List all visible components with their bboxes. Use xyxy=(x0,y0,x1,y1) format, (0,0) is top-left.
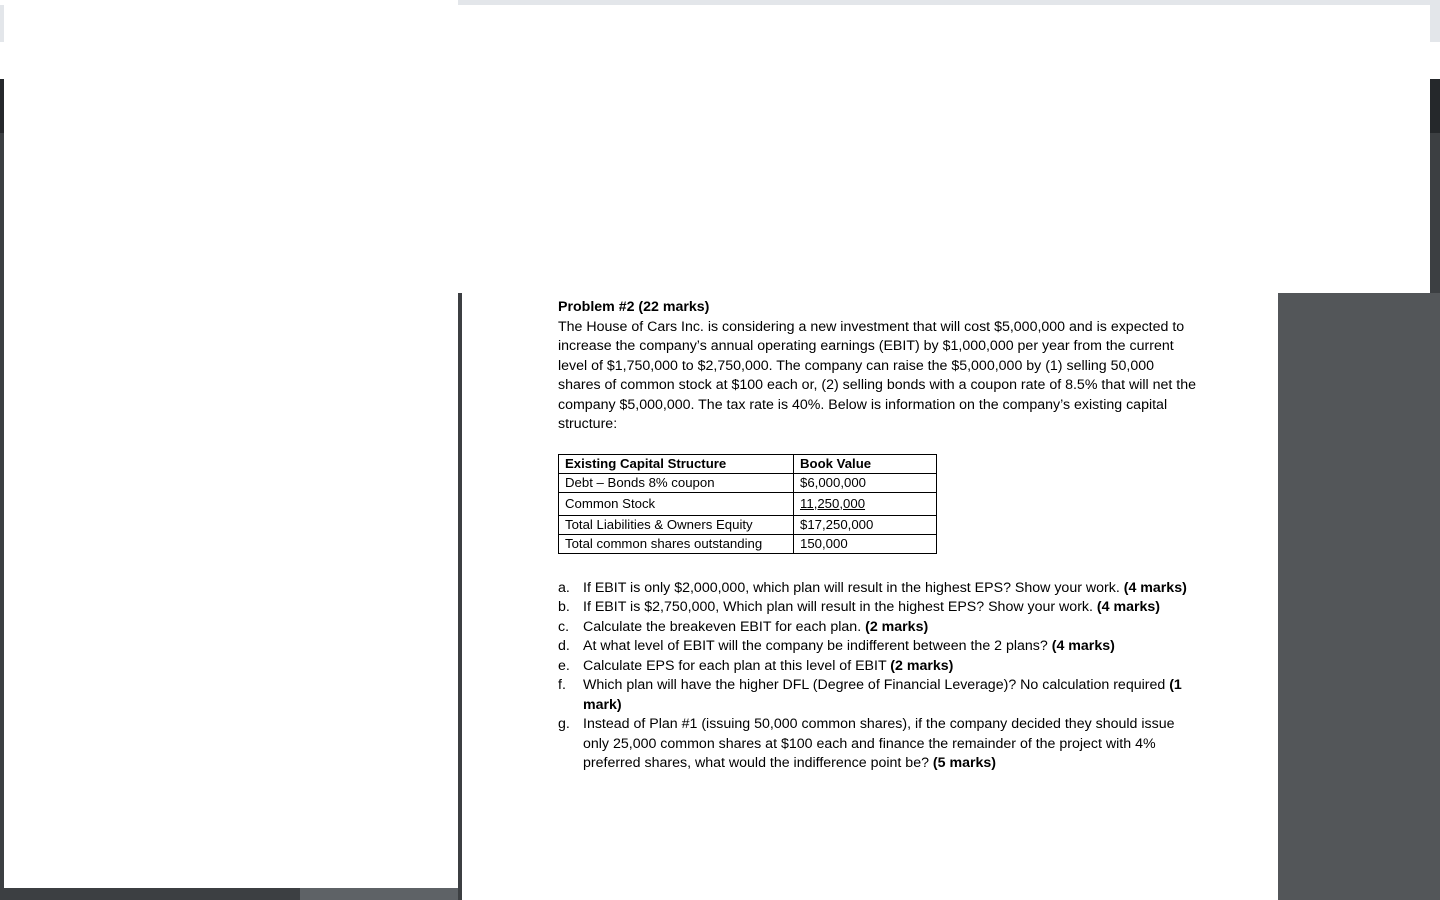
bottom-bar-mid xyxy=(300,888,460,900)
question-text: Calculate EPS for each plan at this level of EBIT xyxy=(583,657,891,674)
question-letter: g. xyxy=(558,716,570,732)
question-letter: a. xyxy=(558,579,570,596)
table-cell-value: $17,250,000 xyxy=(794,515,937,534)
question-list xyxy=(558,579,1198,774)
table-cell-value: $6,000,000 xyxy=(794,473,937,492)
table-row xyxy=(559,515,937,534)
question-marks: (4 marks) xyxy=(1096,599,1160,615)
question-item-c xyxy=(558,618,1198,638)
question-marks: (4 marks) xyxy=(1051,638,1115,654)
table-row xyxy=(559,534,937,553)
question-item-f xyxy=(558,676,1198,715)
question-letter: c. xyxy=(558,618,570,635)
table-header-row xyxy=(559,454,937,473)
window-top-strip-left xyxy=(0,0,458,5)
left-edge-light xyxy=(0,5,4,42)
left-dark-edge xyxy=(0,79,4,889)
question-letter: d. xyxy=(558,638,570,654)
question-text: Calculate the breakeven EBIT for each plan. xyxy=(583,618,866,635)
document-page xyxy=(558,298,1198,774)
bottom-bar-left xyxy=(0,888,300,900)
question-item-a xyxy=(558,579,1198,599)
question-item-b xyxy=(558,598,1198,618)
table-row xyxy=(559,473,937,492)
problem-title: Problem #2 (22 marks) xyxy=(558,299,710,315)
question-item-g xyxy=(558,715,1198,774)
question-text: If EBIT is $2,750,000, Which plan will result in the highest EPS? Show your work. xyxy=(583,599,1097,615)
table-header-structure: Existing Capital Structure xyxy=(559,454,794,473)
right-dark-edge xyxy=(1430,79,1440,293)
table-cell-item: Debt – Bonds 8% coupon xyxy=(559,473,794,492)
table-cell-item: Total Liabilities & Owners Equity xyxy=(559,515,794,534)
question-item-d xyxy=(558,637,1198,657)
question-marks: (4 marks) xyxy=(1123,579,1187,596)
table-cell-value: 11,250,000 xyxy=(794,492,937,515)
question-letter: f. xyxy=(558,677,566,693)
right-edge-light xyxy=(1430,5,1440,42)
question-text: If EBIT is only $2,000,000, which plan will result in the highest EPS? Show your work. xyxy=(583,579,1124,596)
question-letter: e. xyxy=(558,657,570,674)
capital-structure-table xyxy=(558,454,937,554)
question-text: Which plan will have the higher DFL (Degree of Financial Leverage)? No calculation required xyxy=(583,677,1170,693)
question-marks: (2 marks) xyxy=(890,657,954,674)
table-cell-item: Total common shares outstanding xyxy=(559,534,794,553)
page-divider xyxy=(458,293,462,900)
question-marks: (2 marks) xyxy=(865,618,929,635)
question-letter: b. xyxy=(558,599,570,615)
question-text: At what level of EBIT will the company be indifferent between the 2 plans? xyxy=(583,638,1052,654)
question-item-e xyxy=(558,657,1198,677)
right-gray-panel xyxy=(1278,293,1440,900)
table-row xyxy=(559,492,937,515)
question-marks: (5 marks) xyxy=(932,755,997,771)
table-header-book-value: Book Value xyxy=(794,454,937,473)
problem-intro: The House of Cars Inc. is considering a new investment that will cost $5,000,000 and is expected to increase the company’s annual operating earnings (EBIT) by $1,000,000 per year from the current level of $1,750,000 to $2,750,000. The company can raise the $5,000,000 by (1) selling 50,000 shares of common stock at $100 each or, (2) selling bonds with a coupon rate of 8.5% that will net the company $5,000,000. The tax rate is 40%. Below is information on the company’s existing capital structure: xyxy=(558,318,1197,432)
table-cell-item: Common Stock xyxy=(559,492,794,515)
table-cell-value: 150,000 xyxy=(794,534,937,553)
question-text: Instead of Plan #1 (issuing 50,000 common shares), if the company decided they should issue only 25,000 common shares at $100 each and finance the remainder of the project with 4% preferred shares, what would the indifference point be? xyxy=(583,716,1175,771)
question-marks: (1 mark) xyxy=(583,677,1182,713)
